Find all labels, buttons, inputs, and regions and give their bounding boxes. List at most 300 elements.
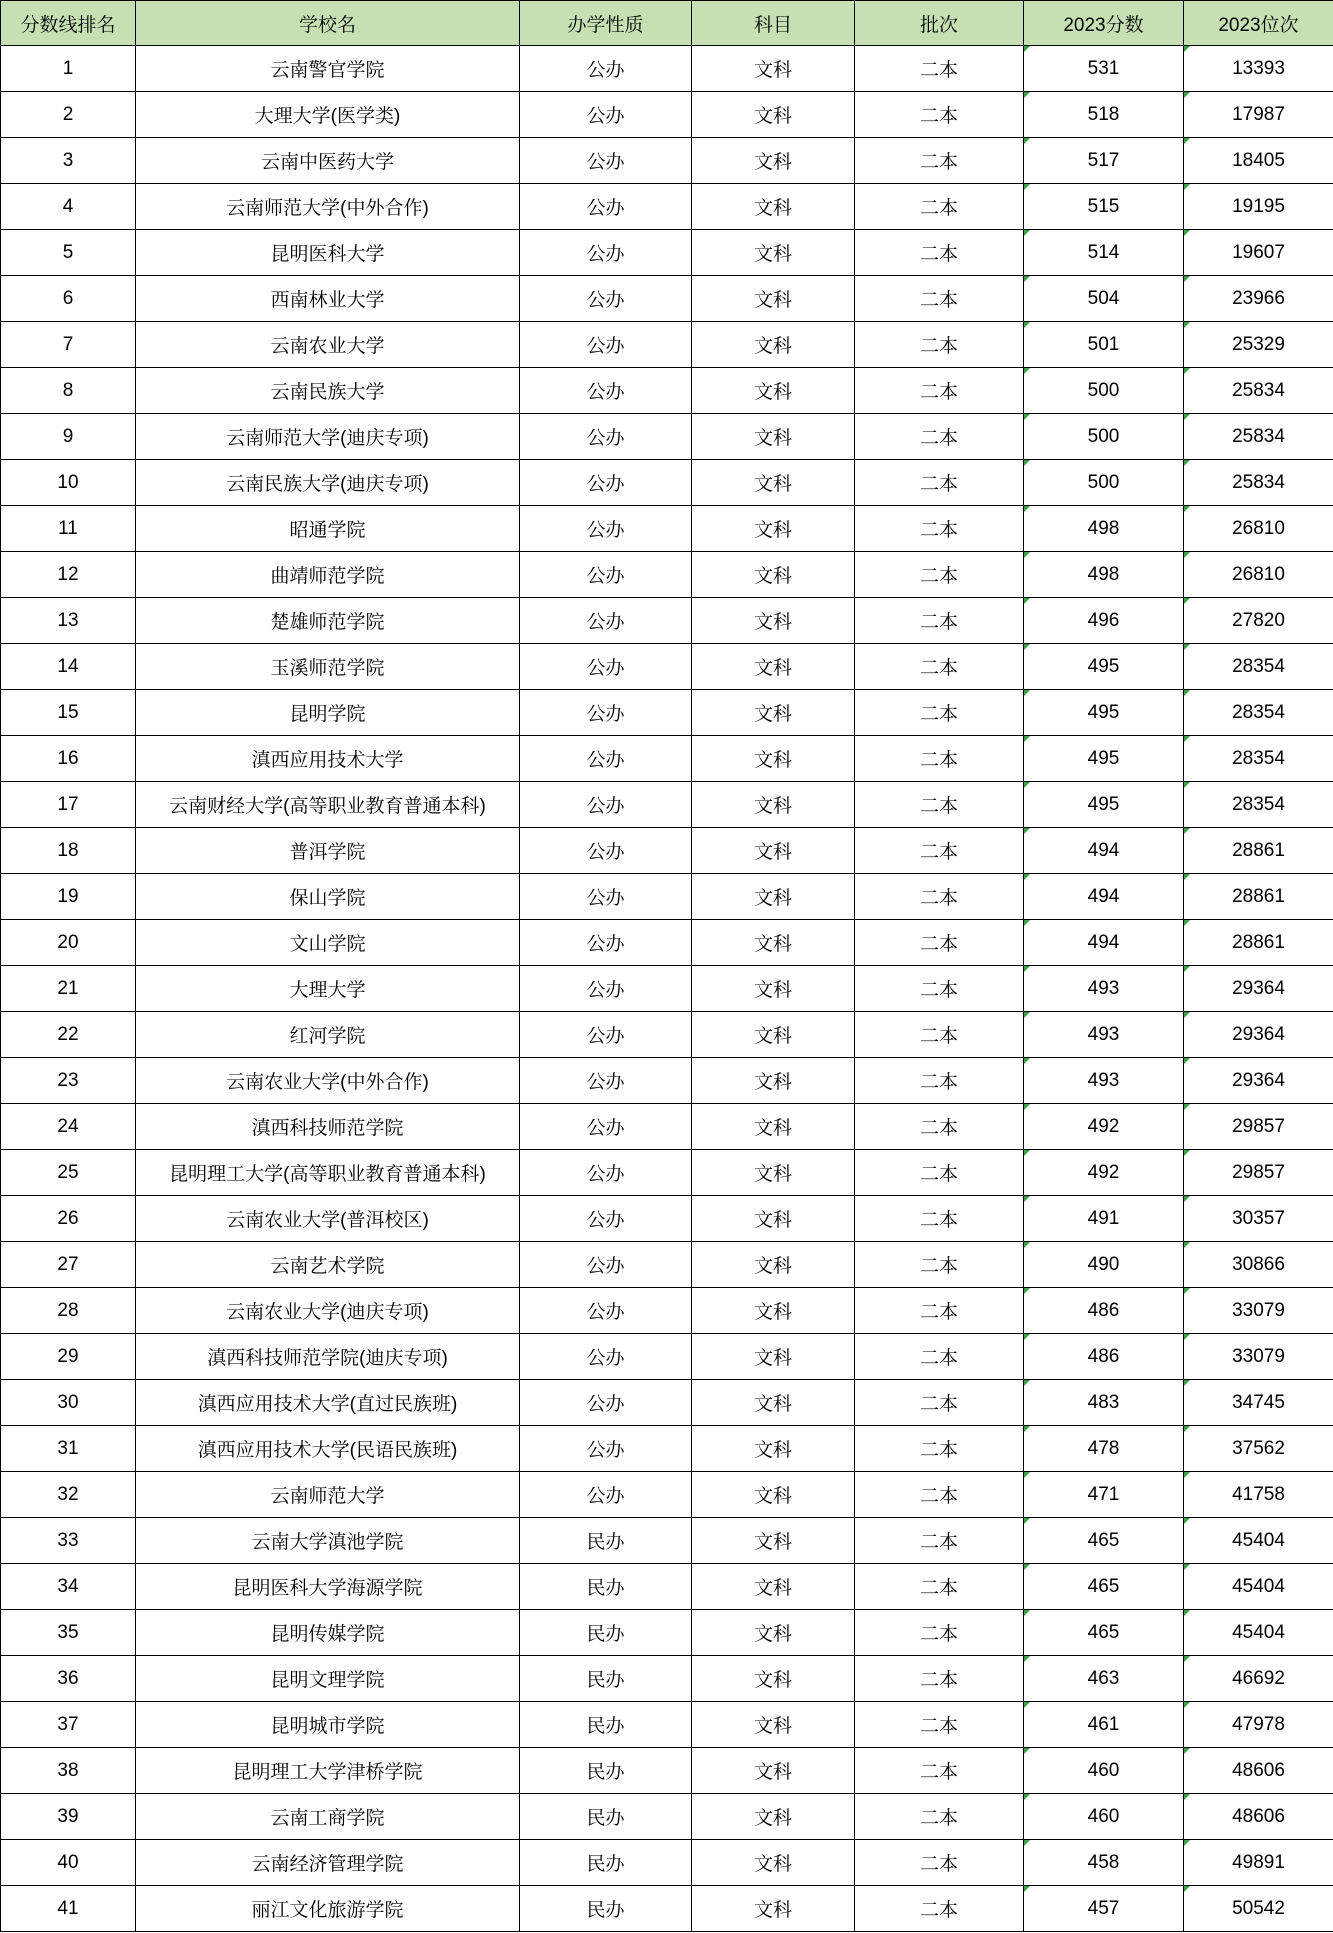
table-row (1, 46, 1333, 92)
score-cell: 501 (1024, 322, 1184, 368)
score-cell: 494 (1024, 920, 1184, 966)
school-name-cell: 云南师范大学(中外合作) (136, 184, 520, 230)
position-cell: 34745 (1184, 1380, 1333, 1426)
score-cell: 495 (1024, 690, 1184, 736)
rank-cell: 24 (1, 1104, 136, 1150)
table-row (1, 1058, 1333, 1104)
batch-cell: 二本 (855, 460, 1024, 506)
school-name-cell: 云南中医药大学 (136, 138, 520, 184)
table-row (1, 460, 1333, 506)
position-cell: 29857 (1184, 1150, 1333, 1196)
header-position: 2023位次 (1184, 1, 1333, 46)
batch-cell: 二本 (855, 276, 1024, 322)
table-row (1, 506, 1333, 552)
subject-cell: 文科 (692, 46, 855, 92)
position-cell: 29364 (1184, 1012, 1333, 1058)
position-cell: 45404 (1184, 1610, 1333, 1656)
rank-cell: 18 (1, 828, 136, 874)
batch-cell: 二本 (855, 1794, 1024, 1840)
subject-cell: 文科 (692, 184, 855, 230)
subject-cell: 文科 (692, 322, 855, 368)
ownership-cell: 公办 (520, 644, 692, 690)
school-name-cell: 玉溪师范学院 (136, 644, 520, 690)
score-cell: 492 (1024, 1104, 1184, 1150)
position-cell: 19607 (1184, 230, 1333, 276)
school-name-cell: 昆明文理学院 (136, 1656, 520, 1702)
subject-cell: 文科 (692, 1610, 855, 1656)
subject-cell: 文科 (692, 1794, 855, 1840)
ownership-cell: 公办 (520, 1242, 692, 1288)
rank-cell: 7 (1, 322, 136, 368)
position-cell: 28861 (1184, 828, 1333, 874)
score-cell: 478 (1024, 1426, 1184, 1472)
rank-cell: 38 (1, 1748, 136, 1794)
table-row (1, 1426, 1333, 1472)
table-row (1, 1564, 1333, 1610)
ownership-cell: 公办 (520, 1426, 692, 1472)
rank-cell: 30 (1, 1380, 136, 1426)
ownership-cell: 公办 (520, 1104, 692, 1150)
school-name-cell: 普洱学院 (136, 828, 520, 874)
score-cell: 460 (1024, 1748, 1184, 1794)
rank-cell: 14 (1, 644, 136, 690)
header-row (1, 1, 1333, 46)
table-row (1, 1288, 1333, 1334)
score-cell: 514 (1024, 230, 1184, 276)
school-name-cell: 云南艺术学院 (136, 1242, 520, 1288)
subject-cell: 文科 (692, 874, 855, 920)
subject-cell: 文科 (692, 1104, 855, 1150)
position-cell: 47978 (1184, 1702, 1333, 1748)
position-cell: 29364 (1184, 966, 1333, 1012)
subject-cell: 文科 (692, 1656, 855, 1702)
rank-cell: 26 (1, 1196, 136, 1242)
ownership-cell: 民办 (520, 1748, 692, 1794)
subject-cell: 文科 (692, 1380, 855, 1426)
position-cell: 19195 (1184, 184, 1333, 230)
batch-cell: 二本 (855, 1840, 1024, 1886)
school-name-cell: 云南经济管理学院 (136, 1840, 520, 1886)
ownership-cell: 民办 (520, 1656, 692, 1702)
batch-cell: 二本 (855, 1196, 1024, 1242)
rank-cell: 35 (1, 1610, 136, 1656)
batch-cell: 二本 (855, 1518, 1024, 1564)
position-cell: 13393 (1184, 46, 1333, 92)
table-row (1, 1794, 1333, 1840)
batch-cell: 二本 (855, 92, 1024, 138)
ownership-cell: 公办 (520, 598, 692, 644)
subject-cell: 文科 (692, 598, 855, 644)
batch-cell: 二本 (855, 1058, 1024, 1104)
ownership-cell: 公办 (520, 1196, 692, 1242)
batch-cell: 二本 (855, 782, 1024, 828)
table-row (1, 736, 1333, 782)
subject-cell: 文科 (692, 1150, 855, 1196)
score-cell: 493 (1024, 1012, 1184, 1058)
table-row (1, 92, 1333, 138)
rank-cell: 29 (1, 1334, 136, 1380)
position-cell: 49891 (1184, 1840, 1333, 1886)
ownership-cell: 民办 (520, 1702, 692, 1748)
school-name-cell: 昆明医科大学海源学院 (136, 1564, 520, 1610)
score-cell: 465 (1024, 1518, 1184, 1564)
table-row (1, 782, 1333, 828)
ownership-cell: 公办 (520, 368, 692, 414)
rank-cell: 20 (1, 920, 136, 966)
subject-cell: 文科 (692, 1702, 855, 1748)
ownership-cell: 民办 (520, 1840, 692, 1886)
batch-cell: 二本 (855, 506, 1024, 552)
school-name-cell: 昆明医科大学 (136, 230, 520, 276)
table-row (1, 920, 1333, 966)
subject-cell: 文科 (692, 920, 855, 966)
subject-cell: 文科 (692, 828, 855, 874)
score-cell: 517 (1024, 138, 1184, 184)
school-name-cell: 大理大学(医学类) (136, 92, 520, 138)
batch-cell: 二本 (855, 1380, 1024, 1426)
subject-cell: 文科 (692, 1242, 855, 1288)
batch-cell: 二本 (855, 1748, 1024, 1794)
score-cell: 500 (1024, 368, 1184, 414)
ownership-cell: 公办 (520, 1472, 692, 1518)
ownership-cell: 公办 (520, 966, 692, 1012)
rank-cell: 25 (1, 1150, 136, 1196)
header-score: 2023分数 (1024, 1, 1184, 46)
ownership-cell: 公办 (520, 1012, 692, 1058)
ownership-cell: 民办 (520, 1794, 692, 1840)
subject-cell: 文科 (692, 1840, 855, 1886)
batch-cell: 二本 (855, 1610, 1024, 1656)
score-cell: 498 (1024, 552, 1184, 598)
subject-cell: 文科 (692, 1012, 855, 1058)
school-name-cell: 大理大学 (136, 966, 520, 1012)
batch-cell: 二本 (855, 1150, 1024, 1196)
position-cell: 29364 (1184, 1058, 1333, 1104)
score-cell: 500 (1024, 460, 1184, 506)
rank-cell: 37 (1, 1702, 136, 1748)
score-cell: 494 (1024, 874, 1184, 920)
rank-cell: 19 (1, 874, 136, 920)
batch-cell: 二本 (855, 1104, 1024, 1150)
batch-cell: 二本 (855, 1564, 1024, 1610)
score-cell: 490 (1024, 1242, 1184, 1288)
table-row (1, 368, 1333, 414)
table-row (1, 138, 1333, 184)
ownership-cell: 民办 (520, 1886, 692, 1932)
score-cell: 491 (1024, 1196, 1184, 1242)
batch-cell: 二本 (855, 552, 1024, 598)
position-cell: 28354 (1184, 644, 1333, 690)
school-name-cell: 云南农业大学 (136, 322, 520, 368)
table-row (1, 230, 1333, 276)
score-cell: 500 (1024, 414, 1184, 460)
rank-cell: 4 (1, 184, 136, 230)
header-rank: 分数线排名 (1, 1, 136, 46)
position-cell: 37562 (1184, 1426, 1333, 1472)
school-name-cell: 云南民族大学 (136, 368, 520, 414)
school-name-cell: 云南大学滇池学院 (136, 1518, 520, 1564)
school-name-cell: 保山学院 (136, 874, 520, 920)
ownership-cell: 公办 (520, 506, 692, 552)
batch-cell: 二本 (855, 920, 1024, 966)
subject-cell: 文科 (692, 966, 855, 1012)
school-name-cell: 滇西科技师范学院 (136, 1104, 520, 1150)
ownership-cell: 公办 (520, 552, 692, 598)
header-batch: 批次 (855, 1, 1024, 46)
position-cell: 28861 (1184, 874, 1333, 920)
table-row (1, 1104, 1333, 1150)
school-name-cell: 昆明城市学院 (136, 1702, 520, 1748)
ownership-cell: 公办 (520, 920, 692, 966)
batch-cell: 二本 (855, 1426, 1024, 1472)
position-cell: 17987 (1184, 92, 1333, 138)
batch-cell: 二本 (855, 414, 1024, 460)
batch-cell: 二本 (855, 184, 1024, 230)
ownership-cell: 公办 (520, 1150, 692, 1196)
header-school: 学校名 (136, 1, 520, 46)
score-cell: 457 (1024, 1886, 1184, 1932)
school-name-cell: 云南农业大学(中外合作) (136, 1058, 520, 1104)
position-cell: 18405 (1184, 138, 1333, 184)
position-cell: 30357 (1184, 1196, 1333, 1242)
rank-cell: 6 (1, 276, 136, 322)
table-row (1, 322, 1333, 368)
table-row (1, 414, 1333, 460)
table-row (1, 644, 1333, 690)
rank-cell: 3 (1, 138, 136, 184)
score-cell: 498 (1024, 506, 1184, 552)
school-name-cell: 昆明理工大学(高等职业教育普通本科) (136, 1150, 520, 1196)
rank-cell: 8 (1, 368, 136, 414)
batch-cell: 二本 (855, 874, 1024, 920)
school-name-cell: 云南财经大学(高等职业教育普通本科) (136, 782, 520, 828)
school-name-cell: 曲靖师范学院 (136, 552, 520, 598)
position-cell: 33079 (1184, 1334, 1333, 1380)
school-name-cell: 文山学院 (136, 920, 520, 966)
position-cell: 41758 (1184, 1472, 1333, 1518)
rank-cell: 2 (1, 92, 136, 138)
subject-cell: 文科 (692, 1196, 855, 1242)
rank-cell: 12 (1, 552, 136, 598)
position-cell: 45404 (1184, 1564, 1333, 1610)
batch-cell: 二本 (855, 1288, 1024, 1334)
subject-cell: 文科 (692, 1472, 855, 1518)
ownership-cell: 公办 (520, 138, 692, 184)
batch-cell: 二本 (855, 1656, 1024, 1702)
rank-cell: 36 (1, 1656, 136, 1702)
subject-cell: 文科 (692, 644, 855, 690)
subject-cell: 文科 (692, 276, 855, 322)
ownership-cell: 公办 (520, 460, 692, 506)
table-row (1, 1610, 1333, 1656)
score-cell: 504 (1024, 276, 1184, 322)
school-name-cell: 滇西应用技术大学(民语民族班) (136, 1426, 520, 1472)
batch-cell: 二本 (855, 1472, 1024, 1518)
subject-cell: 文科 (692, 506, 855, 552)
table-row (1, 1380, 1333, 1426)
table-row (1, 1242, 1333, 1288)
rank-cell: 13 (1, 598, 136, 644)
header-ownership: 办学性质 (520, 1, 692, 46)
table-row (1, 1196, 1333, 1242)
subject-cell: 文科 (692, 1518, 855, 1564)
rank-cell: 23 (1, 1058, 136, 1104)
rank-cell: 10 (1, 460, 136, 506)
table-row (1, 552, 1333, 598)
position-cell: 30866 (1184, 1242, 1333, 1288)
ownership-cell: 公办 (520, 736, 692, 782)
rank-cell: 11 (1, 506, 136, 552)
subject-cell: 文科 (692, 1564, 855, 1610)
subject-cell: 文科 (692, 138, 855, 184)
ownership-cell: 民办 (520, 1564, 692, 1610)
rank-cell: 21 (1, 966, 136, 1012)
table-row (1, 1702, 1333, 1748)
batch-cell: 二本 (855, 1242, 1024, 1288)
rank-cell: 9 (1, 414, 136, 460)
position-cell: 25834 (1184, 414, 1333, 460)
subject-cell: 文科 (692, 736, 855, 782)
ownership-cell: 公办 (520, 1380, 692, 1426)
score-cell: 494 (1024, 828, 1184, 874)
ownership-cell: 公办 (520, 276, 692, 322)
ownership-cell: 民办 (520, 1610, 692, 1656)
batch-cell: 二本 (855, 1886, 1024, 1932)
position-cell: 28354 (1184, 736, 1333, 782)
ownership-cell: 公办 (520, 230, 692, 276)
position-cell: 26810 (1184, 506, 1333, 552)
batch-cell: 二本 (855, 644, 1024, 690)
score-cell: 515 (1024, 184, 1184, 230)
school-name-cell: 昆明理工大学津桥学院 (136, 1748, 520, 1794)
school-name-cell: 云南师范大学(迪庆专项) (136, 414, 520, 460)
rank-cell: 17 (1, 782, 136, 828)
table-row (1, 598, 1333, 644)
position-cell: 48606 (1184, 1794, 1333, 1840)
position-cell: 23966 (1184, 276, 1333, 322)
school-name-cell: 昭通学院 (136, 506, 520, 552)
batch-cell: 二本 (855, 368, 1024, 414)
school-name-cell: 滇西科技师范学院(迪庆专项) (136, 1334, 520, 1380)
batch-cell: 二本 (855, 828, 1024, 874)
position-cell: 25834 (1184, 368, 1333, 414)
batch-cell: 二本 (855, 1334, 1024, 1380)
school-name-cell: 云南农业大学(普洱校区) (136, 1196, 520, 1242)
subject-cell: 文科 (692, 1748, 855, 1794)
position-cell: 28354 (1184, 782, 1333, 828)
table-row (1, 184, 1333, 230)
table-row (1, 1748, 1333, 1794)
rank-cell: 33 (1, 1518, 136, 1564)
score-cell: 465 (1024, 1564, 1184, 1610)
ownership-cell: 公办 (520, 184, 692, 230)
rank-cell: 41 (1, 1886, 136, 1932)
score-cell: 465 (1024, 1610, 1184, 1656)
score-cell: 496 (1024, 598, 1184, 644)
rank-cell: 15 (1, 690, 136, 736)
subject-cell: 文科 (692, 690, 855, 736)
ownership-cell: 公办 (520, 92, 692, 138)
position-cell: 33079 (1184, 1288, 1333, 1334)
school-name-cell: 昆明学院 (136, 690, 520, 736)
subject-cell: 文科 (692, 368, 855, 414)
rank-cell: 22 (1, 1012, 136, 1058)
school-name-cell: 西南林业大学 (136, 276, 520, 322)
rank-cell: 31 (1, 1426, 136, 1472)
table-row (1, 1840, 1333, 1886)
score-cell: 493 (1024, 1058, 1184, 1104)
table-row (1, 1334, 1333, 1380)
ownership-cell: 公办 (520, 828, 692, 874)
ownership-cell: 公办 (520, 1288, 692, 1334)
score-cell: 471 (1024, 1472, 1184, 1518)
table-row (1, 1656, 1333, 1702)
table-body (1, 46, 1333, 1932)
header-subject: 科目 (692, 1, 855, 46)
ownership-cell: 公办 (520, 874, 692, 920)
rank-cell: 16 (1, 736, 136, 782)
batch-cell: 二本 (855, 46, 1024, 92)
rank-cell: 27 (1, 1242, 136, 1288)
subject-cell: 文科 (692, 552, 855, 598)
position-cell: 46692 (1184, 1656, 1333, 1702)
table-row (1, 1150, 1333, 1196)
position-cell: 25834 (1184, 460, 1333, 506)
score-cell: 460 (1024, 1794, 1184, 1840)
ownership-cell: 公办 (520, 690, 692, 736)
school-name-cell: 昆明传媒学院 (136, 1610, 520, 1656)
rank-cell: 5 (1, 230, 136, 276)
position-cell: 28861 (1184, 920, 1333, 966)
ownership-cell: 公办 (520, 414, 692, 460)
batch-cell: 二本 (855, 1702, 1024, 1748)
ownership-cell: 公办 (520, 1058, 692, 1104)
batch-cell: 二本 (855, 736, 1024, 782)
position-cell: 27820 (1184, 598, 1333, 644)
score-cell: 495 (1024, 782, 1184, 828)
batch-cell: 二本 (855, 690, 1024, 736)
school-name-cell: 楚雄师范学院 (136, 598, 520, 644)
ownership-cell: 公办 (520, 46, 692, 92)
rank-cell: 32 (1, 1472, 136, 1518)
school-name-cell: 红河学院 (136, 1012, 520, 1058)
table-row (1, 1886, 1333, 1932)
school-name-cell: 滇西应用技术大学 (136, 736, 520, 782)
subject-cell: 文科 (692, 1288, 855, 1334)
score-cell: 531 (1024, 46, 1184, 92)
position-cell: 50542 (1184, 1886, 1333, 1932)
position-cell: 29857 (1184, 1104, 1333, 1150)
score-cell: 495 (1024, 644, 1184, 690)
subject-cell: 文科 (692, 1886, 855, 1932)
score-cell: 495 (1024, 736, 1184, 782)
score-cell: 458 (1024, 1840, 1184, 1886)
score-cell: 461 (1024, 1702, 1184, 1748)
table-row (1, 276, 1333, 322)
subject-cell: 文科 (692, 92, 855, 138)
rank-cell: 28 (1, 1288, 136, 1334)
ownership-cell: 公办 (520, 1334, 692, 1380)
batch-cell: 二本 (855, 138, 1024, 184)
subject-cell: 文科 (692, 414, 855, 460)
subject-cell: 文科 (692, 782, 855, 828)
table-row (1, 966, 1333, 1012)
table-row (1, 828, 1333, 874)
rank-cell: 40 (1, 1840, 136, 1886)
batch-cell: 二本 (855, 322, 1024, 368)
table-row (1, 874, 1333, 920)
score-cell: 463 (1024, 1656, 1184, 1702)
